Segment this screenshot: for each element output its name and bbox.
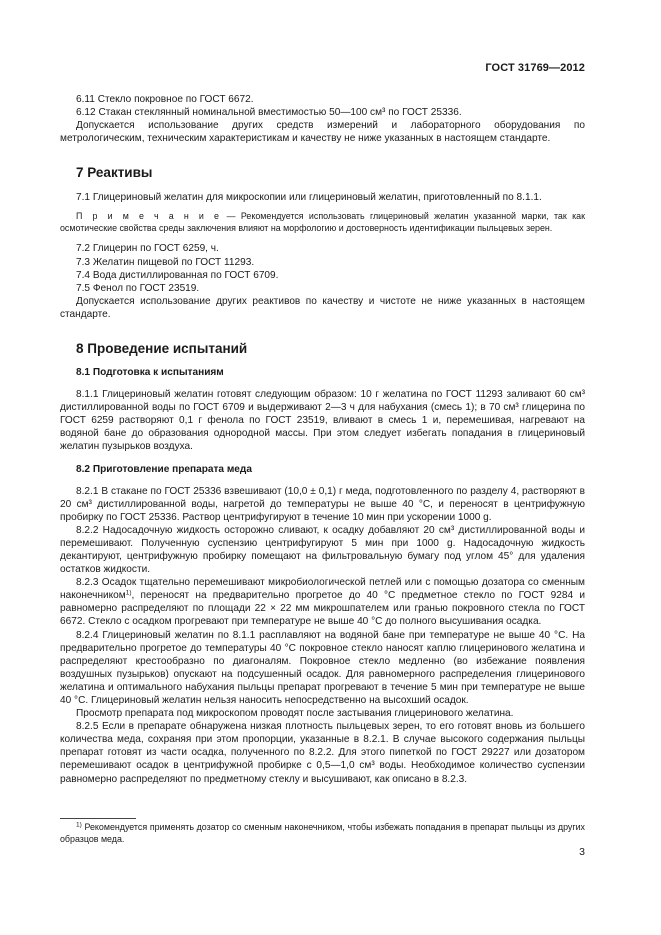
item-7-5: 7.5 Фенол по ГОСТ 23519. [76, 282, 200, 294]
item-6-11: 6.11 Стекло покровное по ГОСТ 6672. [76, 94, 254, 105]
item-6-12: 6.12 Стакан стеклянный номинальной вместимостью 50—100 см³ по ГОСТ 25336. [76, 107, 462, 119]
item-8-2-1: 8.2.1 В стакане по ГОСТ 25336 взвешивают (10,0 ± 0,1) г меда, подготовленного по разделу 4, растворяют в 20 см³ дистиллированной воды, нагретой до температуры не выше 40 °С, и переносят в центрифужную пробирку по ГОСТ 25336. Раствор центрифугируют в течение 10 мин при ускорении 1000 g. [60, 485, 585, 523]
page-number: 3 [579, 846, 585, 858]
item-8-2-5: 8.2.5 Если в препарате обнаружена низкая плотность пыльцевых зерен, то его готовят вновь из большего количества меда, сохраняя при этом пропорции, указанные в 8.2.1. В случае высокого содержания пыльцы препарат готовят из части осадка, полученного по 8.2.2. Для этого пипеткой по ГОСТ 29227 или дозатором перемешивают осадок в центрифужной пробирке с 0,5—1,0 см³ воды. Необходимое количество суспензии равномерно распределяют по предметному стеклу и высушивают, как описано в 8.2.3. [60, 721, 585, 785]
item-7-1: 7.1 Глицериновый желатин для микроскопии или глицериновый желатин, приготовленный по 8.1.1. [76, 192, 542, 204]
reagents-allowance-paragraph: Допускается использование других реактивов по качеству и чистоте не ниже указанных в настоящем стандарте. [60, 295, 585, 320]
item-7-3: 7.3 Желатин пищевой по ГОСТ 11293. [76, 256, 255, 268]
item-8-2-3-end: , переносят на предварительно прогретое до 40 °С предметное стекло по ГОСТ 9284 и равномерно распределяют по площади 22 × 22 мм микрошпателем или гранью покровного стекла по ГОСТ 6672. Стекло с осадком прогревают при температуре не выше 40 °С до полного высушивания осадка. [60, 590, 585, 628]
item-7-2: 7.2 Глицерин по ГОСТ 6259, ч. [76, 243, 219, 255]
microscope-view-paragraph: Просмотр препарата под микроскопом проводят после застывания глицеринового желатина. [76, 708, 514, 720]
note-label: П р и м е ч а н и е [76, 211, 222, 222]
note-text: — Рекомендуется использовать глицериновый желатин указанной марки, так как осмотические свойства среды заключения влияют на морфологию и достоверность идентификации пыльцевых зерен. [60, 211, 585, 234]
footnote-divider [60, 818, 136, 819]
footnote-mark: 1) [76, 821, 82, 829]
footnote [60, 822, 585, 845]
item-8-2-3 [60, 576, 585, 628]
item-7-4: 7.4 Вода дистиллированная по ГОСТ 6709. [76, 269, 279, 281]
equipment-allowance-paragraph: Допускается использование других средств измерений и лабораторного оборудования по метрологическим, техническим характеристикам и качеству не ниже указанных в настоящем стандарте. [60, 120, 585, 145]
footnote-reference: 1) [125, 589, 132, 597]
item-8-1-1: 8.1.1 Глицериновый желатин готовят следующим образом: 10 г желатина по ГОСТ 11293 заливают 60 см³ дистиллированной воды по ГОСТ 6709 и выдерживают 2—3 ч для набухания (смесь 1); в 70 см³ глицерина по ГОСТ 6259 растворяют 0,1 г фенола по ГОСТ 23519, вливают в смесь 1 и, перемешивая, нагревают на водяной бане до образования однородной массы. При этом следует избегать попадания в глицериновый желатин пузырьков воздуха. [60, 389, 585, 453]
subsection-8-2-title: 8.2 Приготовление препарата меда [76, 463, 252, 475]
subsection-8-1-title: 8.1 Подготовка к испытаниям [76, 367, 224, 379]
section-7-title: 7 Реактивы [76, 165, 153, 181]
item-8-2-2: 8.2.2 Надосадочную жидкость осторожно сливают, к осадку добавляют 20 см³ дистиллированной воды и перемешивают. Полученную суспензию центрифугируют 5 мин при 1000 g. Надосадочную жидкость декантируют, центрифужную пробирку помещают на фильтровальную бумагу под углом 45° для удаления остатков жидкости. [60, 524, 585, 576]
note-paragraph [60, 210, 585, 234]
item-8-2-4: 8.2.4 Глицериновый желатин по 8.1.1 расплавляют на водяной бане при температуре не выше 40 °С. На предварительно прогретое до температуры 40 °С покровное стекло наносят каплю глицеринового желатина и распределяют крестообразно по диагоналям. Покровное стекло медленно (во избежание появления воздушных пузырьков) опускают на подсушенный осадок. Для равномерного распределения глицеринового желатина и оптимального набухания пыльцы препарат прогревают в течение 5 мин при температуре не выше 40 °С. Глицериновый желатин нельзя наносить непосредственно на высохший осадок. [60, 629, 585, 706]
main-content [60, 93, 585, 786]
footnote-text: Рекомендуется применять дозатор со сменным наконечником, чтобы избежать попадания в препарат пыльцы из других образцов меда. [60, 822, 585, 844]
document-id-header: ГОСТ 31769—2012 [485, 62, 585, 74]
section-8-title: 8 Проведение испытаний [76, 341, 248, 357]
item-8-2-3-start: 8.2.3 Осадок тщательно перемешивают микробиологической петлей или с помощью дозатора со сменным наконечником [60, 577, 585, 602]
